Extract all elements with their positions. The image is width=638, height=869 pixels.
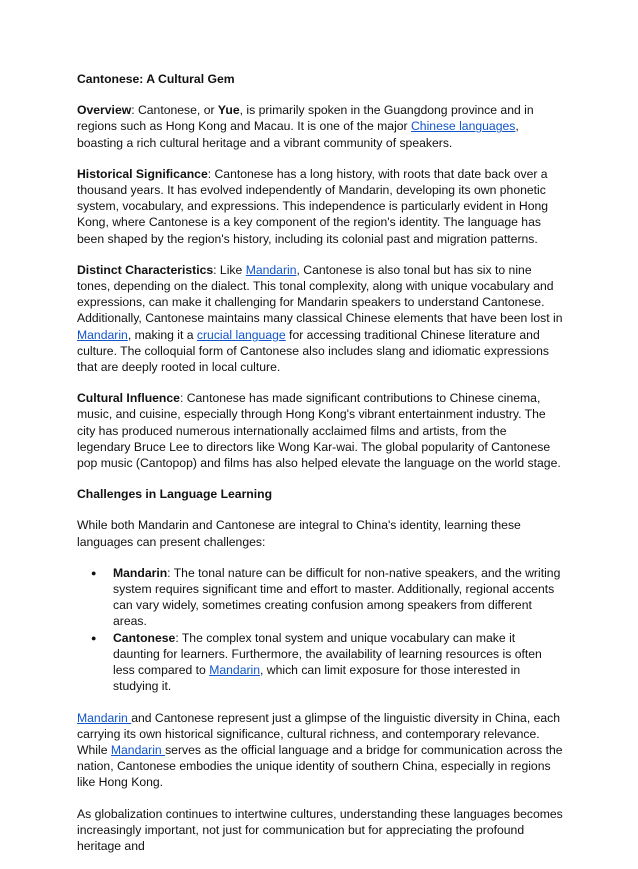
challenges-intro: While both Mandarin and Cantonese are integral to China's identity, learning these languages can present challenges: <box>77 518 521 549</box>
document-title: Cantonese: A Cultural Gem <box>77 72 235 86</box>
historical-paragraph: Historical Significance: Cantonese has a long history, with roots that date back over a thousand years. It has evolved independently of Mandarin, developing its own phonetic system, vocabulary, and expressions. This independence is particularly evident in Hong Kong, where Cantonese is a key component of the region's identity. The language has been shaped by the region's history, including its colonial past and migration patterns. <box>77 166 549 246</box>
challenges-list <box>77 565 563 695</box>
mandarin-link[interactable]: Mandarin <box>245 262 297 277</box>
list-item: ● Cantonese: The complex tonal system and unique vocabulary can make it daunting for learners. Furthermore, the availability of learning resources is often less compared to Mandarin, which can limit exposure for those interested in studying it. <box>113 630 563 695</box>
cultural-paragraph: Cultural Influence: Cantonese has made significant contributions to Chinese cinema, music, and cuisine, especially through Hong Kong's vibrant entertainment industry. The city has produced numerous internationally acclaimed films and artists, from the legendary Bruce Lee to directors like Wong Kar-wai. The global popularity of Cantonese pop music (Cantopop) and films has also helped elevate the language on the world stage. <box>77 391 561 471</box>
distinct-label: Distinct Characteristics <box>77 262 214 277</box>
yue-term: Yue <box>217 103 240 118</box>
mandarin-link[interactable]: Mandarin <box>77 327 128 342</box>
cantonese-bullet-label: Cantonese <box>113 630 176 645</box>
document-page <box>77 71 563 869</box>
cultural-label: Cultural Influence <box>77 391 180 406</box>
overview-paragraph: Overview: Cantonese, or Yue, is primarily spoken in the Guangdong province and in regions such as Hong Kong and Macau. It is one of the major Chinese languages, boasting a rich cultural heritage and a vibrant community of speakers. <box>77 103 534 150</box>
mandarin-link[interactable]: Mandarin <box>209 663 261 678</box>
distinct-paragraph: Distinct Characteristics: Like Mandarin, Cantonese is also tonal but has six to nine tones, depending on the dialect. This tonal complexity, along with unique vocabulary and expressions, can make it challenging for Mandarin speakers to understand Cantonese. Additionally, Cantonese maintains many classical Chinese elements that have been lost in Mandarin, making it a crucial language for accessing traditional Chinese literature and culture. The colloquial form of Cantonese also includes slang and idiomatic expressions that are deeply rooted in local culture. <box>77 262 563 375</box>
final-paragraph: As globalization continues to intertwine cultures, understanding these languages becomes increasingly important, not just for communication but for appreciating the profound heritage and <box>77 806 563 853</box>
chinese-languages-link[interactable]: Chinese languages <box>411 119 516 134</box>
challenges-heading: Challenges in Language Learning <box>77 487 273 502</box>
mandarin-link[interactable]: Mandarin <box>110 742 166 757</box>
closing-paragraph: Mandarin and Cantonese represent just a glimpse of the linguistic diversity in China, each carrying its own historical significance, cultural richness, and contemporary relevance. While Mandarin serves as the official language and a bridge for communication across the nation, Cantonese embodies the unique identity of southern China, especially in regions like Hong Kong. <box>77 710 563 790</box>
historical-label: Historical Significance <box>77 166 208 181</box>
overview-label: Overview <box>77 103 132 118</box>
list-item: ● Mandarin: The tonal nature can be difficult for non-native speakers, and the writing system requires significant time and effort to master. Additionally, regional accents can vary widely, sometimes creating confusion among speakers from different areas. <box>113 565 563 630</box>
mandarin-link[interactable]: Mandarin <box>77 710 132 725</box>
crucial-language-link[interactable]: crucial language <box>196 327 286 342</box>
mandarin-bullet-label: Mandarin <box>113 565 168 580</box>
